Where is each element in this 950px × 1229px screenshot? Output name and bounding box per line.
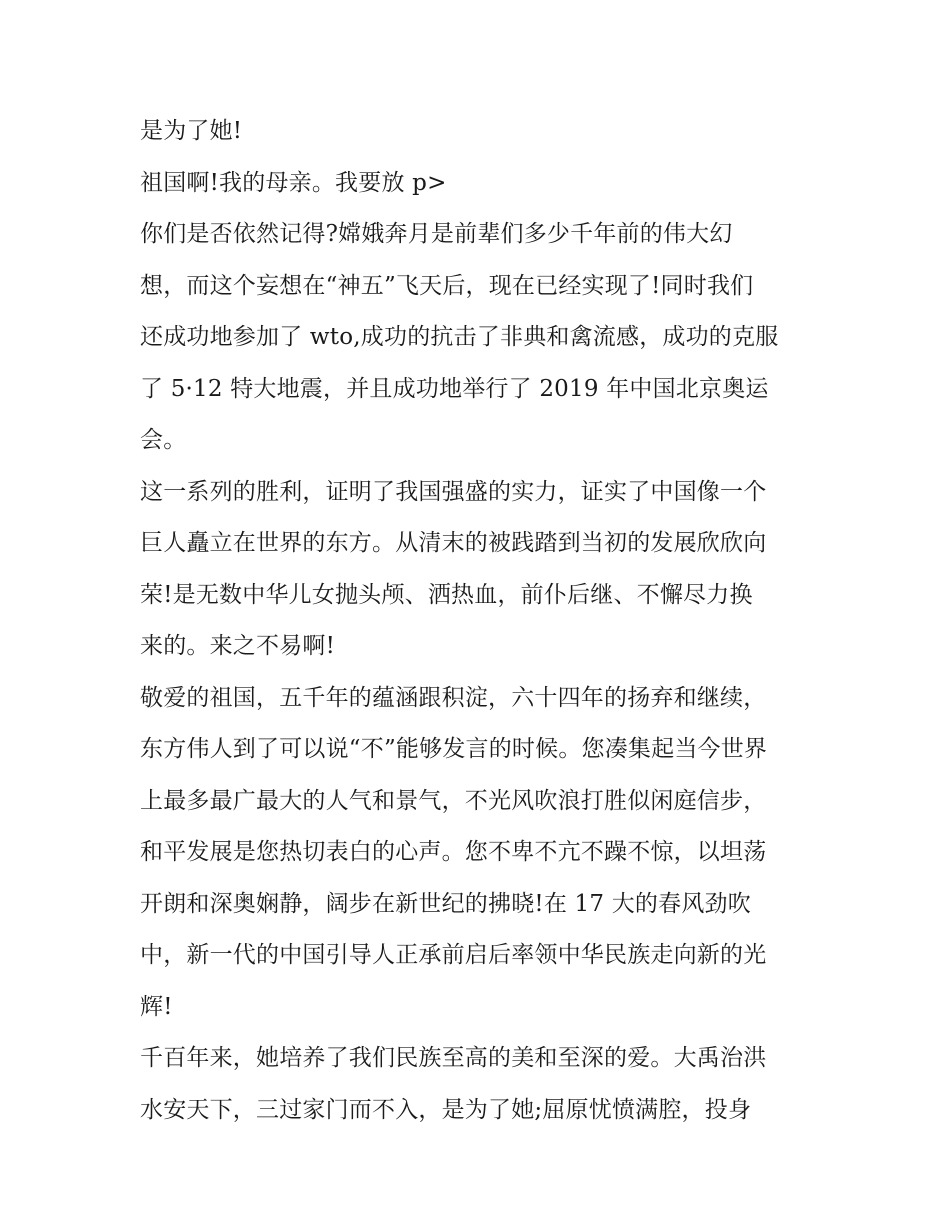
text-line: 开朗和深奥娴静，阔步在新世纪的拂晓!在 17 大的春风劲吹: [140, 890, 751, 917]
text-line: 祖国啊!我的母亲。我要放 p>: [140, 169, 447, 196]
text-line: 是为了她!: [140, 118, 243, 144]
text-line: 这一系列的胜利，证明了我国强盛的实力，证实了中国像一个: [140, 478, 767, 505]
text-line: 来的。来之不易啊!: [140, 633, 336, 659]
text-line: 千百年来，她培养了我们民族至高的美和至深的爱。大禹治洪: [140, 1045, 767, 1071]
text-line: 上最多最广最大的人气和景气，不光风吹浪打胜似闲庭信步，: [140, 787, 767, 814]
text-line: 你们是否依然记得?嫦娥奔月是前辈们多少千年前的伟大幻: [140, 221, 733, 247]
text-line: 荣!是无数中华儿女抛头颅、洒热血，前仆后继、不懈尽力换: [140, 581, 753, 608]
document-page: [140, 106, 820, 1136]
text-line: 了 5·12 特大地震，并且成功地举行了 2019 年中国北京奥运: [140, 375, 769, 402]
text-line: 水安天下，三过家门而不入，是为了她;屈原忧愤满腔，投身: [140, 1096, 752, 1123]
text-line: 东方伟人到了可以说“不”能够发言的时候。您凑集起当今世界: [140, 736, 768, 762]
text-line: 还成功地参加了 wto,成功的抗击了非典和禽流感，成功的克服: [140, 324, 779, 350]
text-line: 中，新一代的中国引导人正承前启后率领中华民族走向新的光: [140, 942, 767, 968]
text-line: 会。: [140, 427, 187, 453]
text-line: 辉!: [140, 993, 173, 1020]
text-line: 想，而这个妄想在“神五”飞天后，现在已经实现了!同时我们: [140, 272, 754, 299]
text-line: 敬爱的祖国，五千年的蕴涵跟积淀，六十四年的扬弃和继续，: [140, 684, 767, 711]
text-line: 和平发展是您热切表白的心声。您不卑不亢不躁不惊，以坦荡: [140, 839, 767, 865]
text-line: 巨人矗立在世界的东方。从清末的被践踏到当初的发展欣欣向: [140, 530, 767, 556]
